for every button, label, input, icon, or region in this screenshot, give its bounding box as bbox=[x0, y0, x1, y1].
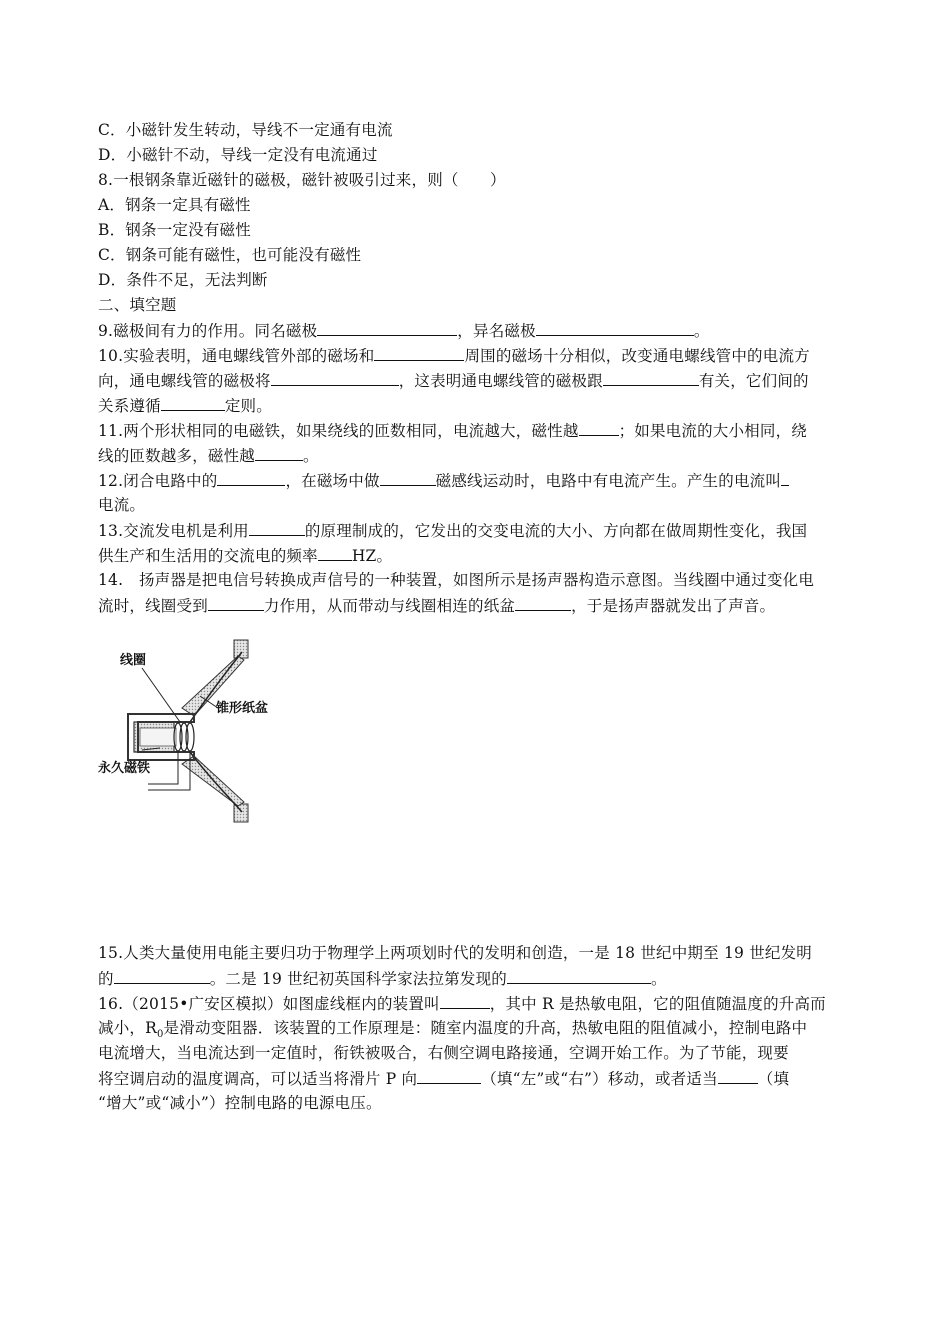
question-13-line-1: 13.交流发电机是利用 的原理制成的，它发出的交变电流的大小、方向都在做周期性变化，我国 bbox=[98, 522, 808, 540]
question-16-line-3: 电流增大，当电流达到一定值时，衔铁被吸合，右侧空调电路接通，空调开始工作。为了节能，现要 bbox=[98, 1044, 789, 1062]
question-13-line-2: 供生产和生活用的交流电的频率 HZ。 bbox=[98, 547, 393, 565]
answer-blank[interactable] bbox=[718, 1068, 758, 1084]
question-11-line-1: 11.两个形状相同的电磁铁，如果绕线的匝数相同，电流越大，磁性越 ；如果电流的大小相同，绕 bbox=[98, 422, 807, 440]
question-16-line-4: 将空调启动的温度调高，可以适当将滑片 P 向 （填“左”或“右”）移动，或者适当 （填 bbox=[98, 1070, 790, 1088]
answer-blank[interactable] bbox=[208, 595, 264, 611]
label-coil: 线圈 bbox=[120, 653, 147, 668]
answer-blank[interactable] bbox=[380, 470, 436, 486]
answer-blank[interactable] bbox=[440, 993, 490, 1009]
frame-bottom-block bbox=[234, 804, 248, 822]
option-8b: B．钢条一定没有磁性 bbox=[98, 221, 251, 239]
option-8c: C．钢条可能有磁性，也可能没有磁性 bbox=[98, 246, 362, 264]
answer-blank[interactable] bbox=[536, 320, 694, 336]
option-8a: A．钢条一定具有磁性 bbox=[98, 196, 251, 214]
question-9: 9.磁极间有力的作用。同名磁极 ，异名磁极 。 bbox=[98, 322, 710, 340]
label-cone: 锥形纸盆 bbox=[216, 701, 269, 716]
answer-blank[interactable] bbox=[507, 968, 651, 984]
answer-blank[interactable] bbox=[318, 545, 352, 561]
option-7d: D．小磁针不动，导线一定没有电流通过 bbox=[98, 146, 378, 164]
label-magnet: 永久磁铁 bbox=[98, 761, 151, 776]
answer-blank[interactable] bbox=[255, 445, 303, 461]
question-10-line-3: 关系遵循 定则。 bbox=[98, 397, 272, 415]
magnet-pole bbox=[140, 728, 176, 746]
loudspeaker-diagram bbox=[98, 636, 298, 836]
option-7c: C．小磁针发生转动，导线不一定通有电流 bbox=[98, 121, 393, 139]
answer-blank[interactable] bbox=[114, 968, 210, 984]
answer-blank[interactable] bbox=[603, 370, 699, 386]
answer-blank[interactable] bbox=[217, 470, 285, 486]
answer-blank[interactable] bbox=[579, 420, 619, 436]
answer-blank[interactable] bbox=[317, 320, 457, 336]
coil-wire-1 bbox=[148, 752, 178, 784]
question-16-line-1: 16.（2015•广安区模拟）如图虚线框内的装置叫 ，其中 R 是热敏电阻，它的阻值随温度的升高而 bbox=[98, 995, 826, 1013]
coil bbox=[174, 723, 194, 751]
answer-blank[interactable] bbox=[249, 520, 305, 536]
question-8: 8.一根钢条靠近磁针的磁极，磁针被吸引过来，则（ ） bbox=[98, 171, 506, 189]
frame-top-block bbox=[234, 640, 248, 658]
answer-blank[interactable] bbox=[781, 470, 789, 486]
section-heading-fill-in: 二、填空题 bbox=[98, 296, 177, 314]
option-8d: D．条件不足，无法判断 bbox=[98, 271, 268, 289]
question-15-line-2: 的 。二是 19 世纪初英国科学家法拉第发现的 。 bbox=[98, 970, 667, 988]
question-16-line-2: 减小，$R_0$是滑动变阻器．该装置的工作原理是：随室内温度的升高，热敏电阻的阻值减小，控制电路中 bbox=[98, 1019, 808, 1041]
question-12-line-1: 12.闭合电路中的 ，在磁场中做 磁感线运动时，电路中有电流产生。产生的电流叫 bbox=[98, 470, 858, 491]
answer-blank[interactable] bbox=[374, 345, 464, 361]
loudspeaker-svg bbox=[98, 636, 298, 836]
answer-blank[interactable] bbox=[515, 595, 571, 611]
question-14-line-1: 14. 扬声器是把电信号转换成声信号的一种装置，如图所示是扬声器构造示意图。当线圈中通过变化电 bbox=[98, 571, 815, 589]
question-16-line-5: “增大”或“减小”）控制电路的电源电压。 bbox=[98, 1094, 382, 1112]
question-10-line-2: 向，通电螺线管的磁极将 ，这表明通电螺线管的磁极跟 有关，它们间的 bbox=[98, 372, 809, 390]
answer-blank[interactable] bbox=[417, 1068, 481, 1084]
question-10-line-1: 10.实验表明，通电螺线管外部的磁场和 周围的磁场十分相似，改变通电螺线管中的电流方 bbox=[98, 347, 810, 365]
question-12-line-2: 电流。 bbox=[98, 496, 146, 514]
question-14-line-2: 流时，线圈受到 力作用，从而带动与线圈相连的纸盆 ，于是扬声器就发出了声音。 bbox=[98, 597, 776, 615]
question-11-line-2: 线的匝数越多，磁性越 。 bbox=[98, 447, 319, 465]
answer-blank[interactable] bbox=[271, 370, 399, 386]
question-15-line-1: 15.人类大量使用电能主要归功于物理学上两项划时代的发明和创造，一是 18 世纪中期至 19 世纪发明 bbox=[98, 944, 813, 962]
answer-blank[interactable] bbox=[161, 395, 225, 411]
